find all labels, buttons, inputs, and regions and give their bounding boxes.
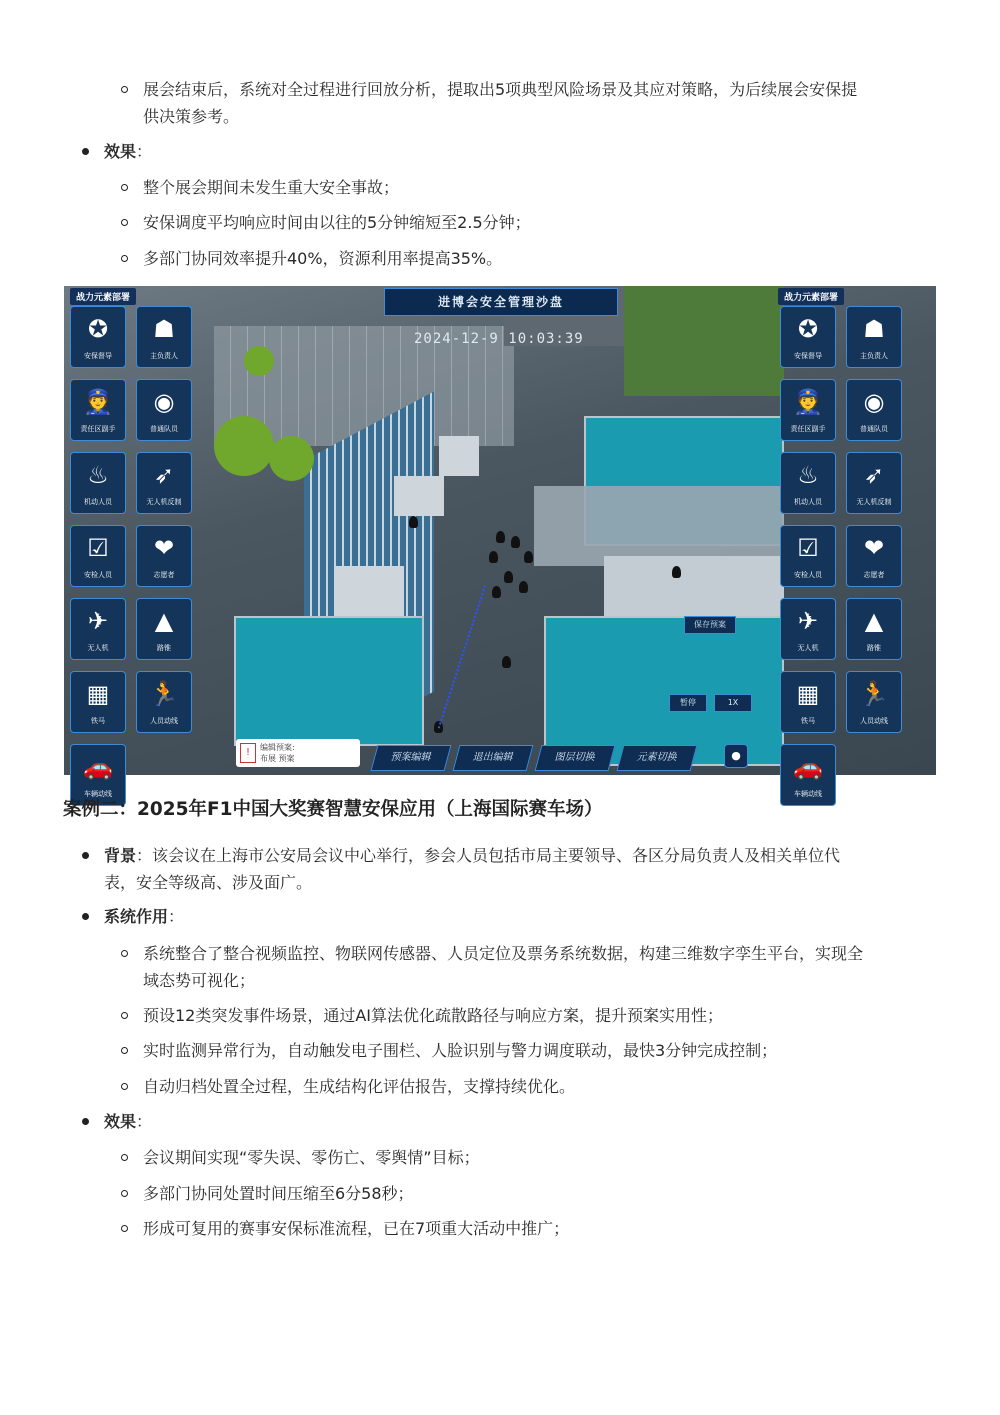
gun-icon: ➶ <box>863 461 885 489</box>
tile-label: 志愿者 <box>863 571 885 579</box>
effect-heading: 效果： <box>104 1112 153 1131</box>
tile-label: 无人机 <box>87 644 109 652</box>
tile-officer[interactable] <box>70 379 126 441</box>
tile-label: 普通队员 <box>860 425 888 433</box>
sub-bullet <box>121 1190 128 1197</box>
tile-heat[interactable] <box>70 452 126 514</box>
system-item: 系统整合了整合视频监控、物联网传感器、人员定位及票务系统数据，构建三维数字孪生平台，实现全 <box>143 944 864 963</box>
plan-box[interactable] <box>236 739 360 767</box>
sub-bullet <box>121 1083 128 1090</box>
tile-label: 无人机反制 <box>146 498 182 506</box>
tree <box>214 416 274 476</box>
tile-label: 路锥 <box>157 644 171 652</box>
pool <box>234 616 424 746</box>
sub-bullet <box>121 1047 128 1054</box>
effect-item: 会议期间实现“零失误、零伤亡、零舆情”目标； <box>143 1148 480 1167</box>
plan-box-title: 编辑预案: <box>260 743 295 752</box>
tile-label: 无人机反制 <box>856 498 892 506</box>
system-heading: 系统作用： <box>104 907 185 926</box>
shield-icon: ✪ <box>87 315 109 343</box>
sub-bullet <box>121 86 128 93</box>
tile-label: 车辆动线 <box>794 790 822 798</box>
hall-walls <box>534 486 784 566</box>
person-marker <box>489 551 498 563</box>
car-route-icon: 🚗 <box>793 753 823 781</box>
pool <box>544 616 784 766</box>
tile-label: 车辆动线 <box>84 790 112 798</box>
person-icon: ☗ <box>863 315 885 343</box>
tile-label: 责任区副手 <box>80 425 116 433</box>
system-item: 预设12类突发事件场景，通过AI算法优化疏散路径与响应方案，提升预案实用性； <box>143 1006 724 1025</box>
person-marker <box>524 551 533 563</box>
bullet <box>82 1118 89 1125</box>
tile-gun[interactable] <box>846 452 902 514</box>
sub-bullet <box>121 950 128 957</box>
tile-label: 无人机 <box>797 644 819 652</box>
review-text-line2: 供决策参考。 <box>143 107 240 126</box>
cone-icon: ▲ <box>154 607 174 635</box>
person-marker <box>519 581 528 593</box>
person-marker <box>496 531 505 543</box>
tree <box>244 346 274 376</box>
sub-bullet <box>121 1154 128 1161</box>
sandbox-screenshot <box>64 286 936 798</box>
running-icon: 🏃 <box>149 680 179 708</box>
left-panel-header: 战力元素部署 <box>70 288 136 305</box>
tile-shield[interactable] <box>70 306 126 368</box>
barrier-icon: ▦ <box>86 680 110 708</box>
sub-bullet <box>121 255 128 262</box>
booth <box>439 436 479 476</box>
booth <box>334 566 404 616</box>
tile-cone[interactable] <box>136 598 192 660</box>
person-marker <box>504 571 513 583</box>
greenery <box>624 286 784 396</box>
tile-gun[interactable] <box>136 452 192 514</box>
element-switch-button[interactable]: 元素切换 <box>617 745 698 771</box>
edit-plan-button[interactable]: 预案编辑 <box>371 745 452 771</box>
case2-heading: 案例二：2025年F1中国大奖赛智慧安保应用（上海国际赛车场） <box>63 799 603 820</box>
tile-cone[interactable] <box>846 598 902 660</box>
system-item: 自动归档处置全过程，生成结构化评估报告，支撑持续优化。 <box>143 1077 576 1096</box>
exit-edit-button[interactable]: 退出编辑 <box>453 745 534 771</box>
system-item: 实时监测异常行为，自动触发电子围栏、人脸识别与警力调度联动，最快3分钟完成控制； <box>143 1041 778 1060</box>
tile-officer[interactable] <box>780 379 836 441</box>
effect-item: 形成可复用的赛事安保标准流程，已在7项重大活动中推广； <box>143 1219 570 1238</box>
officer-icon: 👮 <box>83 388 113 416</box>
check-icon: ☑ <box>87 534 109 562</box>
sub-bullet <box>121 1012 128 1019</box>
cone-icon: ▲ <box>864 607 884 635</box>
tile-label: 安保督导 <box>794 352 822 360</box>
heat-icon: ♨ <box>87 461 109 489</box>
tile-label: 人员动线 <box>150 717 178 725</box>
tile-heat[interactable] <box>780 452 836 514</box>
tile-label: 安检人员 <box>84 571 112 579</box>
background-line2: 表，安全等级高、涉及面广。 <box>104 873 313 892</box>
heart-hand-icon: ❤ <box>863 534 885 562</box>
person-marker <box>511 536 520 548</box>
guard-icon: ◉ <box>153 388 175 416</box>
sub-bullet <box>121 219 128 226</box>
tile-label: 主负责人 <box>860 352 888 360</box>
tile-label: 安保督导 <box>84 352 112 360</box>
tile-label: 人员动线 <box>860 717 888 725</box>
tile-person[interactable] <box>136 306 192 368</box>
tile-label: 安检人员 <box>794 571 822 579</box>
tile-label: 机动人员 <box>84 498 112 506</box>
person-marker <box>409 516 418 528</box>
tile-drone[interactable] <box>70 598 126 660</box>
gun-icon: ➶ <box>153 461 175 489</box>
effect-item: 多部门协同处置时间压缩至6分58秒； <box>143 1184 414 1203</box>
tile-person[interactable] <box>846 306 902 368</box>
speed-button[interactable]: 1X <box>714 694 752 712</box>
tile-shield[interactable] <box>780 306 836 368</box>
tile-running[interactable] <box>846 671 902 733</box>
drone-icon: ✈ <box>87 607 109 635</box>
tile-drone[interactable] <box>780 598 836 660</box>
plan-box-subtitle: 布展 预案 <box>260 754 295 763</box>
tile-guard[interactable] <box>136 379 192 441</box>
tile-heart-hand[interactable] <box>136 525 192 587</box>
booth <box>394 476 444 516</box>
plan-icon: ! <box>240 743 256 763</box>
effect-item: 整个展会期间未发生重大安全事故； <box>143 178 400 197</box>
review-text-line1: 展会结束后，系统对全过程进行回放分析，提取出5项典型风险场景及其应对策略，为后续展会安保提 <box>143 80 858 99</box>
tile-label: 普通队员 <box>150 425 178 433</box>
tile-heart-hand[interactable] <box>846 525 902 587</box>
check-icon: ☑ <box>797 534 819 562</box>
background-line1: 背景：该会议在上海市公安局会议中心举行，参会人员包括市局主要领导、各区分局负责人及相关单位代 <box>104 846 841 865</box>
layer-switch-button[interactable]: 图层切换 <box>535 745 616 771</box>
tile-barrier[interactable] <box>70 671 126 733</box>
tile-guard[interactable] <box>846 379 902 441</box>
sub-bullet <box>121 1225 128 1232</box>
tile-barrier[interactable] <box>780 671 836 733</box>
car-route-icon: 🚗 <box>83 753 113 781</box>
effect-heading: 效果： <box>104 142 153 161</box>
guard-icon: ◉ <box>863 388 885 416</box>
right-panel-header: 战力元素部署 <box>778 288 844 305</box>
tile-running[interactable] <box>136 671 192 733</box>
sub-bullet <box>121 184 128 191</box>
shield-icon: ✪ <box>797 315 819 343</box>
timestamp: 2024-12-9 10:03:39 <box>414 331 584 347</box>
camera-button[interactable] <box>724 744 748 768</box>
pause-button[interactable]: 暂停 <box>669 694 707 712</box>
officer-icon: 👮 <box>793 388 823 416</box>
drone-icon: ✈ <box>797 607 819 635</box>
system-item: 域态势可视化； <box>143 971 256 990</box>
barrier-icon: ▦ <box>796 680 820 708</box>
person-icon: ☗ <box>153 315 175 343</box>
bullet <box>82 148 89 155</box>
person-marker <box>492 586 501 598</box>
tile-label: 责任区副手 <box>790 425 826 433</box>
tile-check[interactable] <box>780 525 836 587</box>
tile-label: 铁马 <box>801 717 815 725</box>
tile-label: 路锥 <box>867 644 881 652</box>
sandbox-title: 进博会安全管理沙盘 <box>384 288 618 316</box>
bullet <box>82 913 89 920</box>
running-icon: 🏃 <box>859 680 889 708</box>
tile-check[interactable] <box>70 525 126 587</box>
effect-item: 多部门协同效率提升40%，资源利用率提高35%。 <box>143 249 503 268</box>
tree <box>269 436 314 481</box>
tile-label: 铁马 <box>91 717 105 725</box>
tile-label: 机动人员 <box>794 498 822 506</box>
hall-walls <box>604 556 784 616</box>
camera-icon: ● <box>731 749 741 762</box>
bullet <box>82 852 89 859</box>
person-marker <box>672 566 681 578</box>
heat-icon: ♨ <box>797 461 819 489</box>
effect-item: 安保调度平均响应时间由以往的5分钟缩短至2.5分钟； <box>143 213 531 232</box>
tile-label: 主负责人 <box>150 352 178 360</box>
tile-car-route[interactable] <box>780 744 836 806</box>
tile-label: 志愿者 <box>153 571 175 579</box>
heart-hand-icon: ❤ <box>153 534 175 562</box>
save-plan-button[interactable]: 保存预案 <box>684 616 736 634</box>
person-marker <box>502 656 511 668</box>
